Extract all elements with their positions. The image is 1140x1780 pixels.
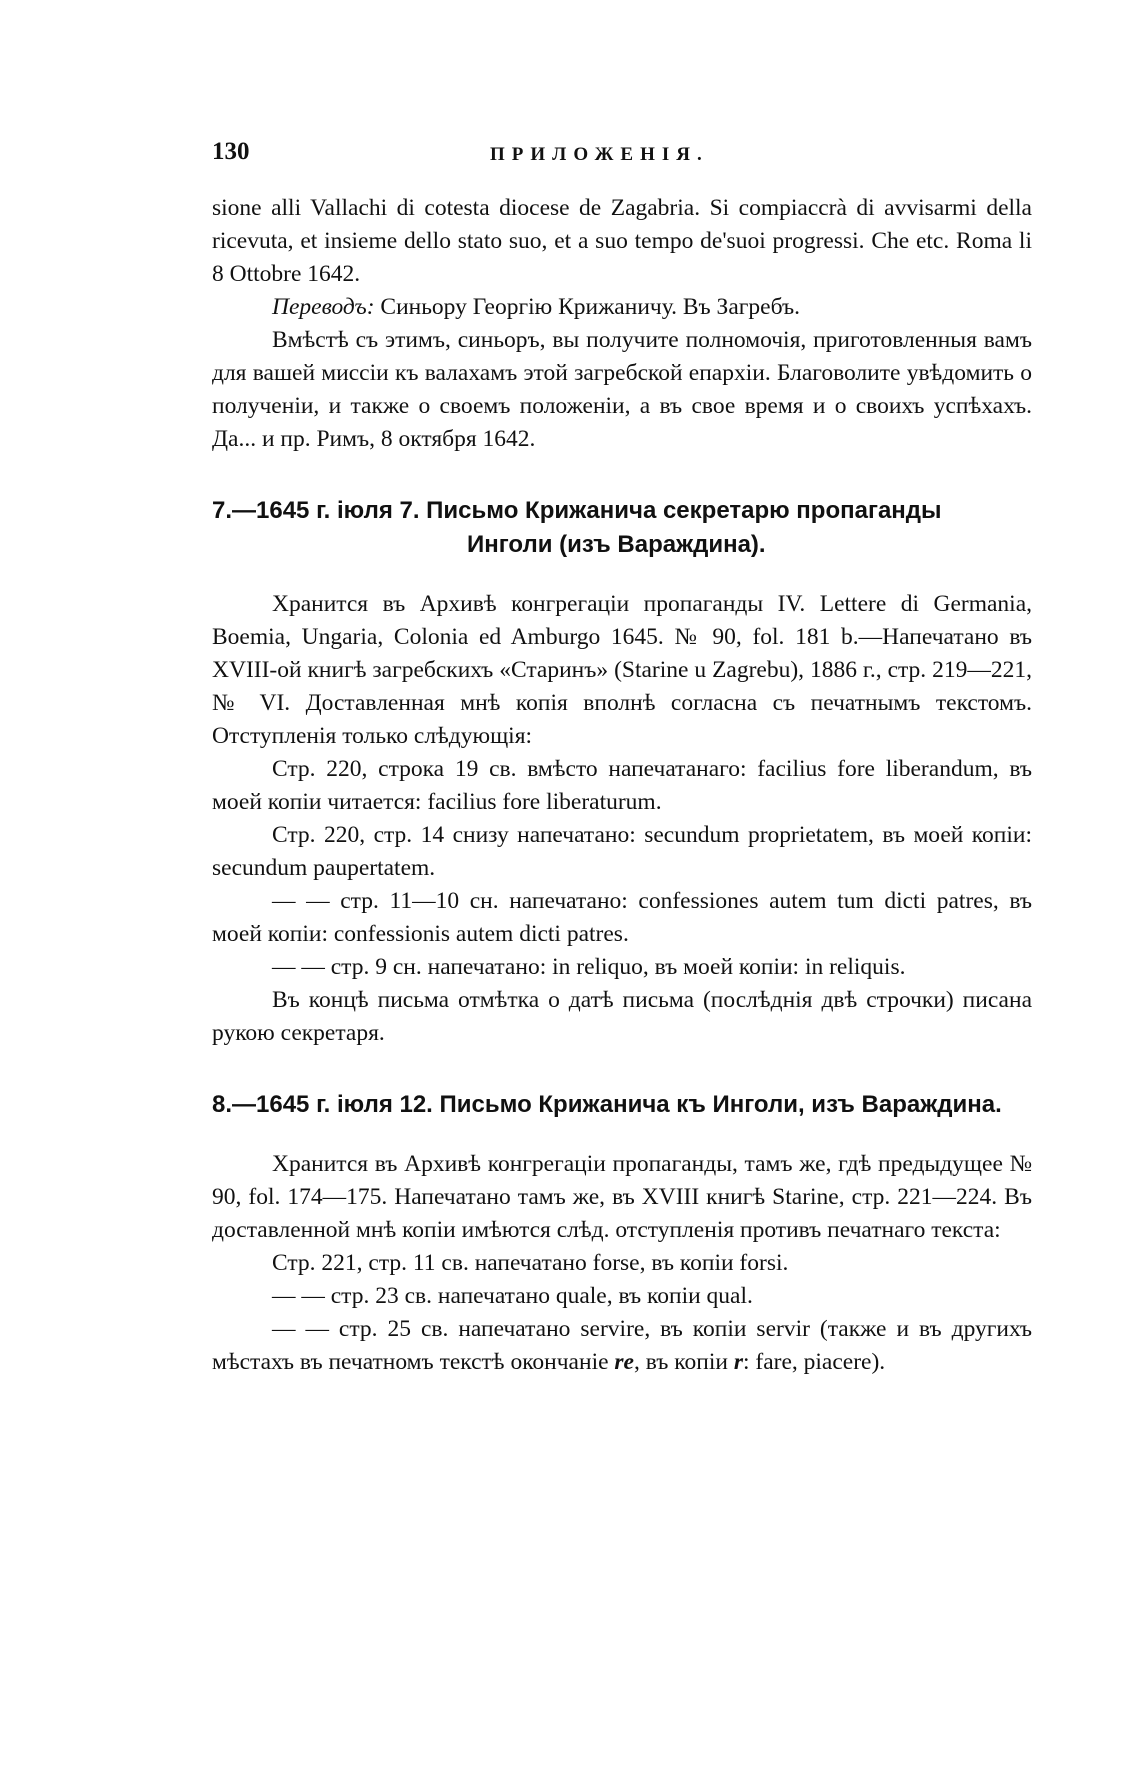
top-block [212, 192, 1032, 456]
section-8-variant-3-ending-re: re [614, 1349, 634, 1375]
section-7-variant-1: Стр. 220, строка 19 св. вмѣсто напечатанаго: facilius fore liberandum, въ моей копіи читается: facilius fore liberaturum. [212, 756, 1032, 815]
page-number: 130 [212, 138, 250, 165]
section-7-heading-line-1: 7.—1645 г. іюля 7. Письмо Крижанича секретарю пропаганды [212, 497, 942, 524]
section-8-body [212, 1148, 1032, 1379]
section-7-heading-line-2: Инголи (изъ Вараждина). [467, 531, 766, 558]
section-8-variant-3-text-b: , въ копіи [633, 1349, 734, 1375]
section-8-heading: 8.—1645 г. іюля 12. Письмо Крижанича къ Инголи, изъ Вараждина. [212, 1091, 1002, 1118]
translation-body: Вмѣстѣ съ этимъ, синьоръ, вы получите полномочія, приготовленныя вамъ для вашей миссіи къ валахамъ этой загребской епархіи. Благоволите увѣдомить о полученіи, и также о своемъ положеніи, а въ свое время и о своихъ успѣхахъ. Да... и пр. Римъ, 8 октября 1642. [212, 327, 1032, 452]
section-8-variant-3 [212, 1313, 1032, 1379]
section-7-variant-2: Стр. 220, стр. 14 снизу напечатано: secundum proprietatem, въ моей копіи: secundum paupertatem. [212, 822, 1032, 881]
section-7-variant-3: — — стр. 11—10 сн. напечатано: confessiones autem tum dicti patres, въ моей копіи: confessionis autem dicti patres. [212, 888, 1032, 947]
translation-address: Синьору Георгію Крижаничу. Въ Загребъ. [374, 294, 800, 320]
section-8-intro: Хранится въ Архивѣ конгрегаціи пропаганды, тамъ же, гдѣ предыдущее № 90, fol. 174—175. Напечатано тамъ же, въ XVIII книгѣ Starine, стр. 221—224. Въ доставленной мнѣ копіи имѣются слѣд. отступленія противъ печатнаго текста: [212, 1151, 1032, 1243]
section-8-variant-3-text-c: : fare, piacere). [742, 1349, 886, 1375]
translation-address-line [212, 291, 1032, 324]
section-8-variant-3-ending-r: r [733, 1349, 743, 1375]
section-7-variant-4: — — стр. 9 сн. напечатано: in reliquo, въ моей копіи: in reliquis. [272, 954, 906, 980]
section-7-heading [212, 494, 1032, 562]
section-8-variant-2: — — стр. 23 св. напечатано quale, въ копіи qual. [272, 1283, 753, 1309]
latin-letter-ending: sione alli Vallachi di cotesta diocese de Zagabria. Si compiaccrà di avvisarmi della ricevuta, et insieme dello stato suo, et a suo tempo de'suoi progressi. Che etc. Roma li 8 Ottobre 1642. [212, 195, 1032, 287]
section-7-closing: Въ концѣ письма отмѣтка о датѣ письма (послѣднія двѣ строчки) писана рукою секретаря. [212, 987, 1032, 1046]
section-7-intro: Хранится въ Архивѣ конгрегаціи пропаганды IV. Lettere di Germania, Boemia, Ungaria, Colonia ed Amburgo 1645. № 90, fol. 181 b.—Напечатано въ XVIII-ой книгѣ загребскихъ «Старинъ» (Starine u Zagrebu), 1886 г., стр. 219—221, № VI. Доставленная мнѣ копія вполнѣ согласна съ печатнымъ текстомъ. Отступленія только слѣдующія: [212, 591, 1032, 749]
section-8-variant-1: Стр. 221, стр. 11 св. напечатано forse, въ копіи forsi. [272, 1250, 789, 1276]
page-header [212, 138, 1032, 192]
section-8-variant-3-text-a: — — стр. 25 св. напечатано servire, въ копіи servir (также и въ другихъ мѣстахъ въ печатномъ текстѣ окончаніе [212, 1316, 1032, 1375]
section-7-body [212, 588, 1032, 1050]
translation-label: Переводъ: [272, 294, 375, 320]
running-title: ПРИЛОЖЕНІЯ. [490, 144, 709, 165]
